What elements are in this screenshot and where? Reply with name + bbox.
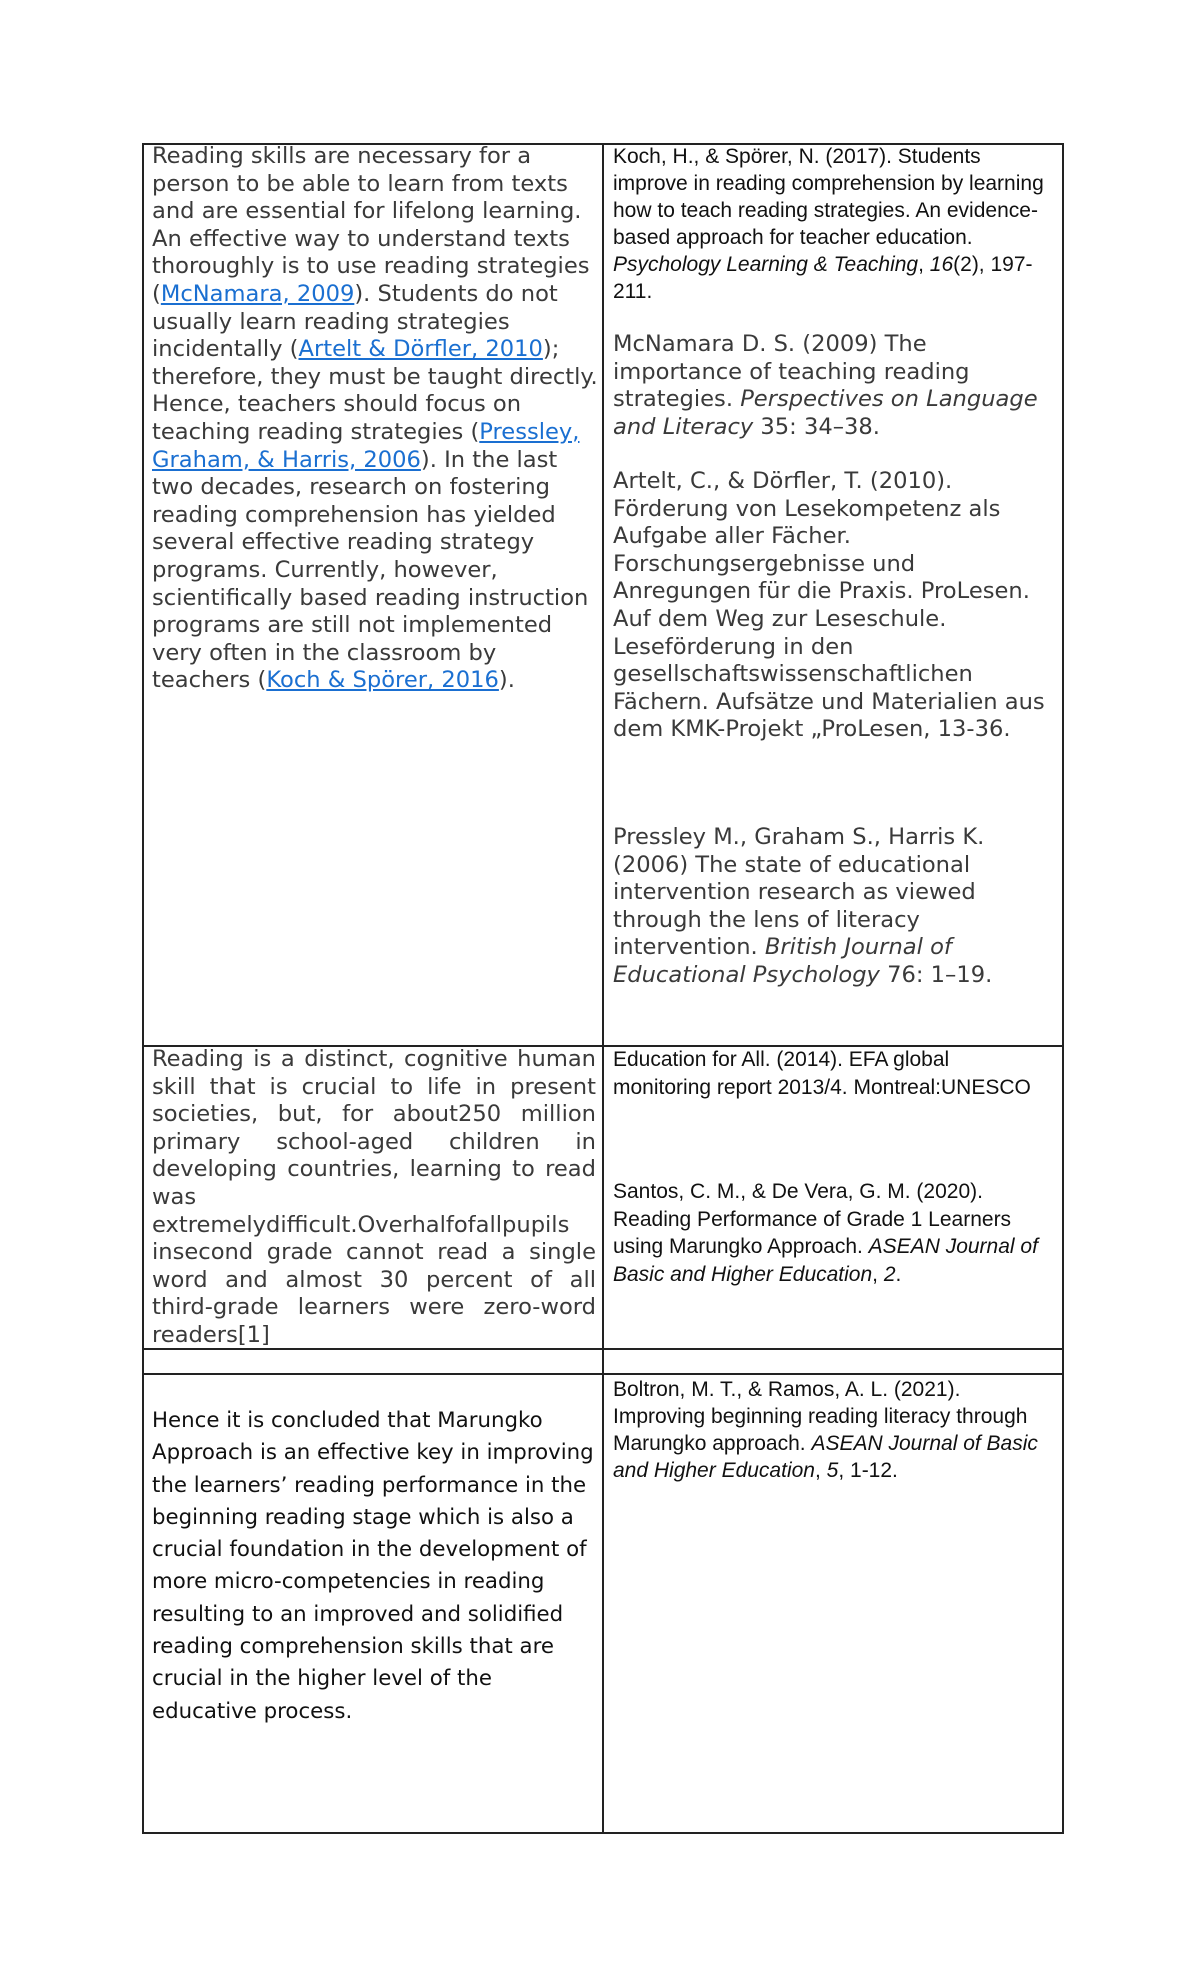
table-row-3-right-cell [604, 1350, 1062, 1373]
journal-title: ASEAN Journal of Basic and Higher Education [613, 1432, 1038, 1482]
reference-text: (2), 197-211. [613, 253, 1033, 303]
reference-table [142, 143, 1064, 1834]
journal-title: ASEAN Journal of Basic and Higher Education [613, 1235, 1038, 1286]
journal-title: British Journal of Educational Psychology [613, 934, 952, 988]
reference-santos-devera [613, 1178, 1053, 1288]
conclusion-paragraph: Hence it is concluded that Marungko Approach is an effective key in improving the learners’ reading performance in the beginning reading stage which is also a crucial foundation in the development of more micro-competencies in reading resulting to an improved and solidified reading comprehension skills that are crucial in the higher level of the educative process. [152, 1408, 594, 1724]
citation-link-koch[interactable]: Koch & Spörer, 2016 [266, 667, 499, 694]
reference-text: , 1-12. [838, 1459, 898, 1482]
citation-link-mcnamara[interactable]: McNamara, 2009 [160, 280, 355, 307]
reference-text: , [814, 1459, 827, 1482]
text-fragment: ); therefore, they must be taught directly. Hence, teachers should focus on teaching reading strategies ( [152, 336, 598, 445]
reference-mcnamara [613, 331, 1059, 441]
reference-text: 76: 1–19. [879, 961, 993, 988]
summary-paragraph-1 [152, 143, 598, 695]
citation-link-artelt[interactable]: Artelt & Dörfler, 2010 [298, 336, 543, 363]
reference-text: Boltron, M. T., & Ramos, A. L. (2021). Improving beginning reading literacy through Marungko approach. [613, 1378, 1028, 1455]
journal-title: Psychology Learning & Teaching [613, 253, 919, 276]
text-fragment: Reading skills are necessary for a person to be able to learn from texts and are essential for lifelong learning. An effective way to understand texts thoroughly is to use reading strategies ( [152, 143, 590, 307]
reference-text: , [872, 1262, 884, 1286]
table-row-2-left-cell [152, 1046, 596, 1346]
reference-efa-unesco: Education for All. (2014). EFA global monitoring report 2013/4. Montreal:UNESCO [613, 1048, 1031, 1099]
text-fragment: ). In the last two decades, research on fostering reading comprehension has yielded several effective reading strategy programs. Currently, however, scientifically based reading instruction programs are still not implemented very often in the classroom by teachers ( [152, 446, 589, 694]
reference-koch-sporer [613, 143, 1053, 305]
table-row-3-left-cell [144, 1350, 602, 1373]
column-divider [602, 143, 604, 1834]
reference-text: McNamara D. S. (2009) The importance of teaching reading strategies. [613, 331, 970, 413]
reference-text: . [895, 1262, 902, 1286]
journal-title: Perspectives on Language and Literacy [613, 386, 1038, 440]
volume-number: 16 [929, 253, 954, 276]
reference-text: Pressley M., Graham S., Harris K. (2006) The state of educational intervention research as viewed through the lens of literacy intervention. [613, 824, 985, 961]
text-fragment: ). [498, 667, 515, 694]
table-row-4-right-cell [613, 1376, 1059, 1826]
table-border-left [142, 143, 144, 1834]
table-border-right [1062, 143, 1064, 1834]
reference-boltron-ramos [613, 1376, 1053, 1484]
volume-number: 2 [883, 1262, 896, 1286]
table-row-1-left-cell [152, 143, 598, 1043]
table-row-1-right-cell [613, 143, 1059, 1043]
reference-text: 35: 34–38. [753, 413, 880, 440]
table-row-4-left-cell [152, 1405, 596, 1825]
volume-number: 5 [826, 1459, 839, 1482]
table-row-2-right-cell [613, 1046, 1059, 1346]
citation-link-pressley[interactable]: Pressley, Graham, & Harris, 2006 [152, 418, 580, 473]
reference-text: Santos, C. M., & De Vera, G. M. (2020). Reading Performance of Grade 1 Learners using Marungko Approach. [613, 1180, 1012, 1259]
reference-artelt-dorfler: Artelt, C., & Dörfler, T. (2010). Förderung von Lesekompetenz als Aufgabe aller Fächer. Forschungsergebnisse und Anregungen für die Praxis. ProLesen. Auf dem Weg zur Leseschule. Leseförderung in den gesellschaftswissenschaftlichen Fächern. Aufsätze und Materialien aus dem KMK-Projekt „ProLesen, 13-36. [613, 468, 1045, 743]
summary-paragraph-2: Reading is a distinct, cognitive human skill that is crucial to life in present societies, but, for about250 million primary school-aged children in developing countries, learning to read was extremelydifficult.Overhalfofallpupils insecond grade cannot read a single word and almost 30 percent of all third-grade learners were zero-word readers[1] [152, 1046, 596, 1346]
reference-text: Koch, H., & Spörer, N. (2017). Students improve in reading comprehension by learning how to teach reading strategies. An evidence-based approach for teacher education. [613, 145, 1044, 249]
reference-text: , [918, 253, 930, 276]
reference-pressley [613, 824, 1059, 990]
text-fragment: ). Students do not usually learn reading strategies incidentally ( [152, 280, 558, 363]
